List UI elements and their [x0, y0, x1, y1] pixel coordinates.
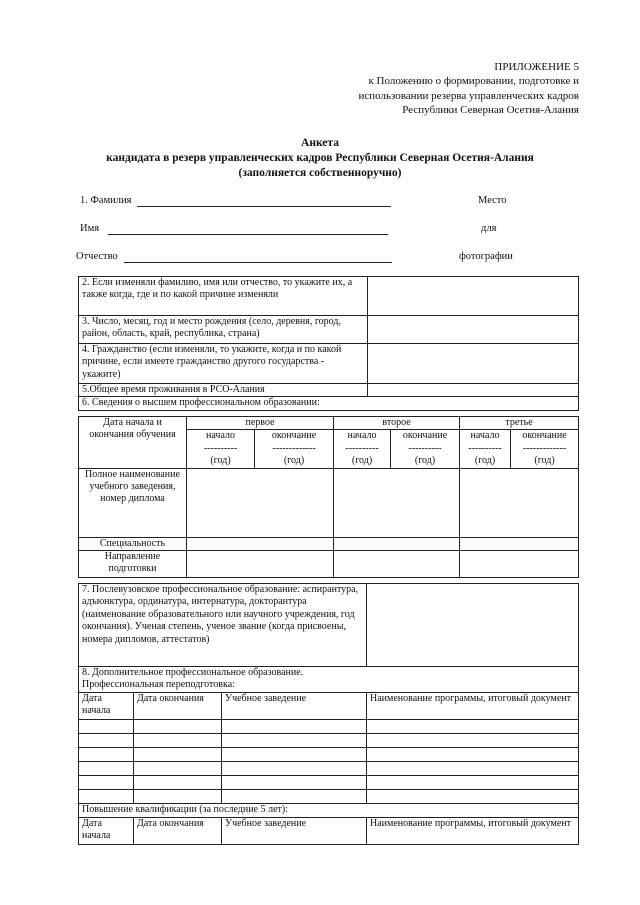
- table-row: [79, 537, 579, 550]
- table-row: [79, 692, 579, 719]
- start-year-cell[interactable]: [334, 430, 391, 468]
- patronymic-label: Отчество: [76, 251, 118, 262]
- end-label: окончание: [522, 430, 567, 442]
- end-label: окончание: [402, 430, 448, 442]
- answer-cell[interactable]: [460, 551, 579, 578]
- third-education-header: третье: [460, 417, 579, 430]
- title-line: Анкета: [301, 137, 339, 149]
- direction-label: Направление подготовки: [79, 551, 187, 578]
- answer-cell[interactable]: [187, 468, 334, 537]
- col-start-date: Дата начала: [79, 817, 134, 844]
- form-title: [0, 136, 640, 181]
- appendix-line: к Положению о формировании, подготовке и: [368, 75, 579, 88]
- name-field[interactable]: [108, 234, 388, 235]
- appendix-header: [358, 60, 579, 117]
- question-5: 5.Общее время проживания в РСО-Алания: [79, 384, 368, 397]
- question-7: 7. Послевузовское профессиональное образование: аспирантура, адъюнктура, ординатура, интернатура, докторантура (наименование образовательного или научного учреждения, год окончания). Ученая степень, ученое звание (когда присвоены, номера дипломов, аттестатов): [79, 584, 367, 667]
- start-year-cell[interactable]: [187, 430, 255, 468]
- answer-cell[interactable]: [334, 537, 460, 550]
- col-start-date: Дата начала: [79, 692, 134, 719]
- year-label: (год): [474, 455, 496, 467]
- photo-label: Место: [478, 195, 507, 206]
- patronymic-field[interactable]: [124, 262, 392, 263]
- answer-cell[interactable]: [334, 468, 460, 537]
- start-year-cell[interactable]: [460, 430, 511, 468]
- table-row: [79, 277, 579, 316]
- title-line: кандидата в резерв управленческих кадров Республики Северная Осетия-Алания: [106, 151, 534, 164]
- surname-field[interactable]: [137, 206, 391, 207]
- start-label: начало: [347, 430, 377, 442]
- end-year-cell[interactable]: [511, 430, 579, 468]
- surname-label: 1. Фамилия: [80, 195, 132, 206]
- end-year-cell[interactable]: [391, 430, 460, 468]
- year-label: (год): [210, 455, 231, 467]
- question-4: 4. Гражданство (если изменяли, то укажите, когда и по какой причине, если имеете гражданство другого государства - укажите): [79, 344, 368, 384]
- table-row: [79, 584, 579, 667]
- question-2: 2. Если изменяли фамилию, имя или отчество, то укажите их, а также когда, где и по какой причине изменяли: [79, 277, 368, 316]
- dashes: -------------: [272, 442, 316, 454]
- table-row: [79, 667, 579, 693]
- table-row: [79, 384, 579, 397]
- answer-cell[interactable]: [187, 551, 334, 578]
- col-end-date: Дата окончания: [134, 817, 222, 844]
- appendix-line: использовании резерва управленческих кадров: [358, 89, 579, 102]
- question-8-title: 8. Дополнительное профессиональное образование.: [82, 667, 304, 678]
- table-row: [79, 344, 579, 384]
- questions-table: [78, 276, 579, 411]
- education-table: [78, 416, 579, 578]
- photo-label: фотографии: [459, 251, 513, 262]
- dashes: ----------: [345, 442, 379, 454]
- retraining-title: Профессиональная переподготовка:: [82, 679, 235, 691]
- col-program: Наименование программы, итоговый документ: [367, 817, 579, 844]
- appendix-number: ПРИЛОЖЕНИЕ 5: [494, 61, 579, 73]
- answer-cell[interactable]: [368, 344, 579, 384]
- specialty-label: Специальность: [79, 537, 187, 550]
- table-row[interactable]: [79, 719, 579, 733]
- question-3: 3. Число, месяц, год и место рождения (село, деревня, город, район, область, край, республика, страна): [79, 316, 368, 344]
- answer-cell[interactable]: [368, 277, 579, 316]
- question-8: [79, 667, 579, 693]
- dashes: ----------: [408, 442, 442, 454]
- year-label: (год): [283, 455, 305, 467]
- col-institution: Учебное заведение: [222, 817, 367, 844]
- start-label: начало: [470, 430, 500, 442]
- question-6: 6. Сведения о высшем профессиональном образовании:: [79, 397, 579, 410]
- end-label: окончание: [271, 430, 317, 442]
- fullname-label: Полное наименование учебного заведения, номер диплома: [79, 468, 187, 537]
- table-row[interactable]: [79, 789, 579, 803]
- table-row: [79, 817, 579, 844]
- table-row[interactable]: [79, 761, 579, 775]
- table-row[interactable]: [79, 747, 579, 761]
- year-label: (год): [414, 455, 436, 467]
- answer-cell[interactable]: [367, 584, 579, 667]
- answer-cell[interactable]: [334, 551, 460, 578]
- table-row: [79, 417, 579, 430]
- qualification-title: Повышение квалификации (за последние 5 лет):: [79, 803, 579, 817]
- appendix-line: Республики Северная Осетия-Алания: [402, 103, 579, 116]
- col-program: Наименование программы, итоговый документ: [367, 692, 579, 719]
- col-end-date: Дата окончания: [134, 692, 222, 719]
- title-line: (заполняется собственноручно): [238, 166, 402, 179]
- dashes: ----------: [468, 442, 502, 454]
- answer-cell[interactable]: [460, 537, 579, 550]
- answer-cell[interactable]: [187, 537, 334, 550]
- first-education-header: первое: [187, 417, 334, 430]
- col-institution: Учебное заведение: [222, 692, 367, 719]
- dashes: -------------: [522, 442, 567, 454]
- dates-header: Дата начала и окончания обучения: [79, 417, 187, 469]
- photo-label: для: [481, 223, 497, 234]
- end-year-cell[interactable]: [255, 430, 334, 468]
- name-label: Имя: [80, 223, 100, 234]
- year-label: (год): [534, 455, 555, 467]
- table-row: [79, 316, 579, 344]
- table-row[interactable]: [79, 775, 579, 789]
- year-label: (год): [351, 455, 373, 467]
- answer-cell[interactable]: [460, 468, 579, 537]
- answer-cell[interactable]: [368, 384, 579, 397]
- table-row[interactable]: [79, 733, 579, 747]
- answer-cell[interactable]: [368, 316, 579, 344]
- table-row: [79, 397, 579, 410]
- postgrad-table: [78, 583, 579, 845]
- table-row: [79, 551, 579, 578]
- table-row: [79, 803, 579, 817]
- dashes: ----------: [203, 442, 238, 454]
- start-label: начало: [206, 430, 235, 442]
- table-row: [79, 468, 579, 537]
- second-education-header: второе: [334, 417, 460, 430]
